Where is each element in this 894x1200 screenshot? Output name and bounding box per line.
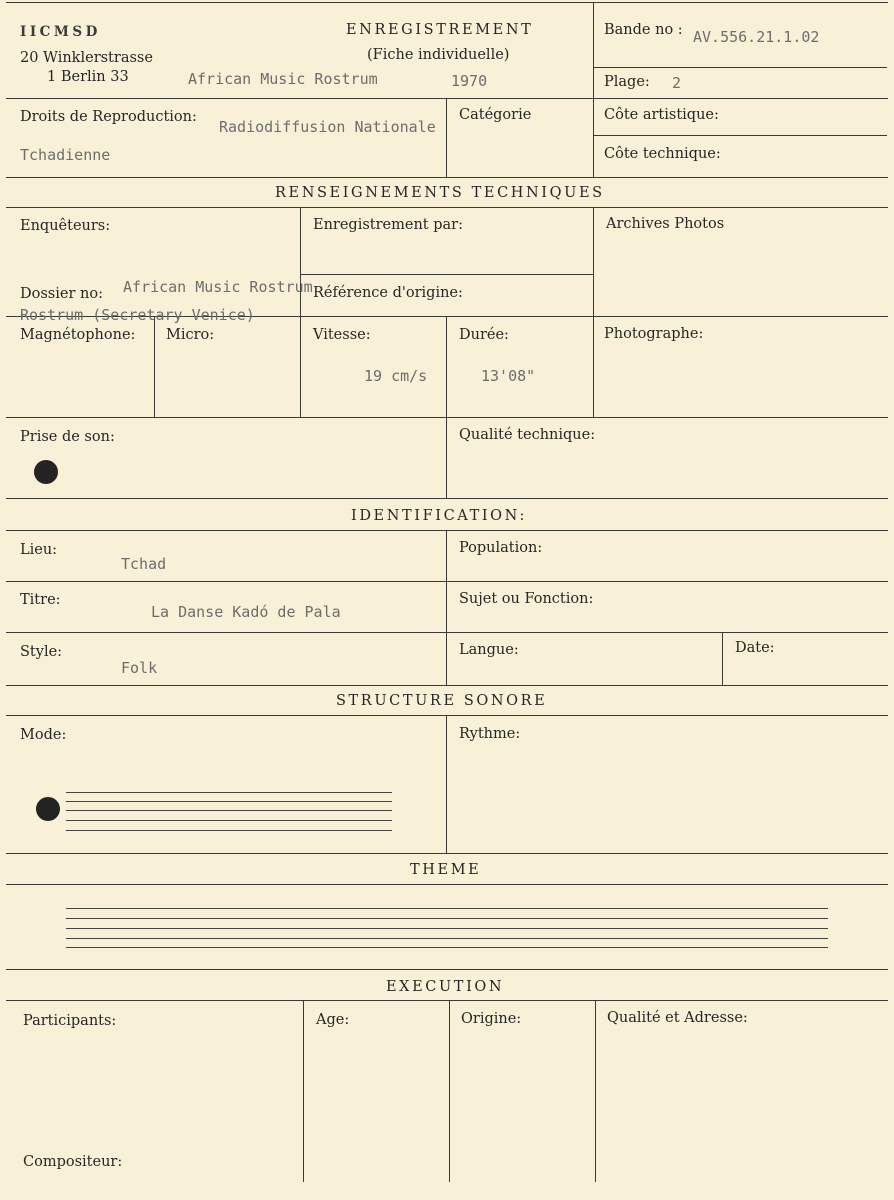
- origin-line: African Music Rostrum: [188, 70, 378, 88]
- archives-photos-label: Archives Photos: [606, 216, 725, 232]
- style-value: Folk: [121, 659, 158, 677]
- dossier-label: Dossier no:: [20, 286, 103, 302]
- rule: [593, 207, 594, 417]
- rule: [446, 417, 447, 498]
- enqueteurs-label: Enquêteurs:: [20, 218, 111, 234]
- rule: [446, 316, 447, 417]
- music-staff-line: [66, 918, 828, 919]
- style-label: Style:: [20, 644, 63, 660]
- punch-hole: [36, 797, 60, 821]
- langue-label: Langue:: [459, 642, 519, 658]
- sujet-fonction-label: Sujet ou Fonction:: [459, 591, 594, 607]
- plage-label: Plage:: [604, 74, 650, 90]
- dossier-value-line2: Rostrum (Secretary Venice): [20, 306, 255, 324]
- music-staff-line: [66, 928, 828, 929]
- rule: [154, 316, 155, 417]
- rule: [6, 632, 888, 633]
- punch-hole: [34, 460, 58, 484]
- rule: [303, 1000, 304, 1182]
- qualite-technique-label: Qualité technique:: [459, 427, 596, 443]
- rule: [6, 98, 888, 99]
- rule: [300, 274, 593, 275]
- cote-technique-label: Côte technique:: [604, 146, 721, 162]
- categorie-label: Catégorie: [459, 107, 532, 123]
- technique-heading: RENSEIGNEMENTS TECHNIQUES: [275, 185, 605, 201]
- music-staff-line: [66, 908, 828, 909]
- dossier-value-line1: African Music Rostrum: [123, 278, 313, 296]
- rule: [6, 498, 888, 499]
- theme-heading: THEME: [410, 862, 482, 878]
- music-staff-line: [66, 938, 828, 939]
- reference-origine-label: Référence d'origine:: [313, 285, 463, 301]
- rule: [6, 715, 888, 716]
- rule: [6, 530, 888, 531]
- rule: [722, 632, 723, 685]
- year-value: 1970: [451, 72, 488, 90]
- music-staff-line: [66, 810, 392, 811]
- rule: [446, 715, 447, 853]
- vitesse-label: Vitesse:: [313, 327, 371, 343]
- music-staff-line: [66, 947, 828, 948]
- mode-label: Mode:: [20, 727, 67, 743]
- rule: [593, 135, 887, 136]
- cote-artistique-label: Côte artistique:: [604, 107, 719, 123]
- participants-label: Participants:: [23, 1013, 117, 1029]
- titre-label: Titre:: [20, 592, 61, 608]
- enregistrement-par-label: Enregistrement par:: [313, 217, 463, 233]
- rule: [6, 969, 888, 970]
- rule: [6, 2, 888, 3]
- rule: [6, 853, 888, 854]
- plage-value: 2: [672, 74, 682, 92]
- page-subtitle: (Fiche individuelle): [367, 47, 510, 63]
- titre-value: La Danse Kadó de Pala: [151, 603, 341, 621]
- rule: [593, 67, 887, 68]
- date-label: Date:: [735, 640, 775, 656]
- bande-label: Bande no :: [604, 22, 683, 38]
- org-name: IICMSD: [20, 24, 101, 40]
- magnetophone-label: Magnétophone:: [20, 327, 136, 343]
- rythme-label: Rythme:: [459, 726, 521, 742]
- org-city: 1 Berlin 33: [47, 69, 129, 85]
- rule: [6, 417, 888, 418]
- vitesse-value: 19 cm/s: [364, 367, 428, 385]
- compositeur-label: Compositeur:: [23, 1154, 123, 1170]
- music-staff-line: [66, 820, 392, 821]
- identification-heading: IDENTIFICATION:: [351, 508, 527, 524]
- rule: [449, 1000, 450, 1182]
- bande-value: AV.556.21.1.02: [693, 28, 820, 46]
- music-staff-line: [66, 801, 392, 802]
- lieu-value: Tchad: [121, 555, 167, 573]
- music-staff-line: [66, 830, 392, 831]
- duree-label: Durée:: [459, 327, 509, 343]
- age-label: Age:: [316, 1012, 350, 1028]
- rule: [595, 1000, 596, 1182]
- photographe-label: Photographe:: [604, 326, 704, 342]
- rule: [300, 207, 301, 417]
- execution-heading: EXECUTION: [386, 979, 505, 995]
- rule: [6, 884, 888, 885]
- lieu-label: Lieu:: [20, 542, 58, 558]
- duree-value: 13'08": [481, 367, 536, 385]
- micro-label: Micro:: [166, 327, 215, 343]
- droits-value-line1: Radiodiffusion Nationale: [219, 118, 436, 136]
- population-label: Population:: [459, 540, 543, 556]
- rule: [446, 98, 447, 177]
- rule: [6, 581, 888, 582]
- origine-label: Origine:: [461, 1011, 522, 1027]
- qualite-adresse-label: Qualité et Adresse:: [607, 1010, 748, 1026]
- droits-value-line2: Tchadienne: [20, 146, 111, 164]
- rule: [6, 1000, 888, 1001]
- structure-heading: STRUCTURE SONORE: [336, 693, 548, 709]
- music-staff-line: [66, 792, 392, 793]
- prise-de-son-label: Prise de son:: [20, 429, 115, 445]
- page-title: ENREGISTREMENT: [346, 22, 534, 38]
- rule: [6, 207, 888, 208]
- rule: [6, 177, 888, 178]
- rule: [593, 2, 594, 177]
- org-street: 20 Winklerstrasse: [20, 50, 153, 66]
- rule: [6, 685, 888, 686]
- rule: [446, 530, 447, 685]
- droits-label: Droits de Reproduction:: [20, 109, 197, 125]
